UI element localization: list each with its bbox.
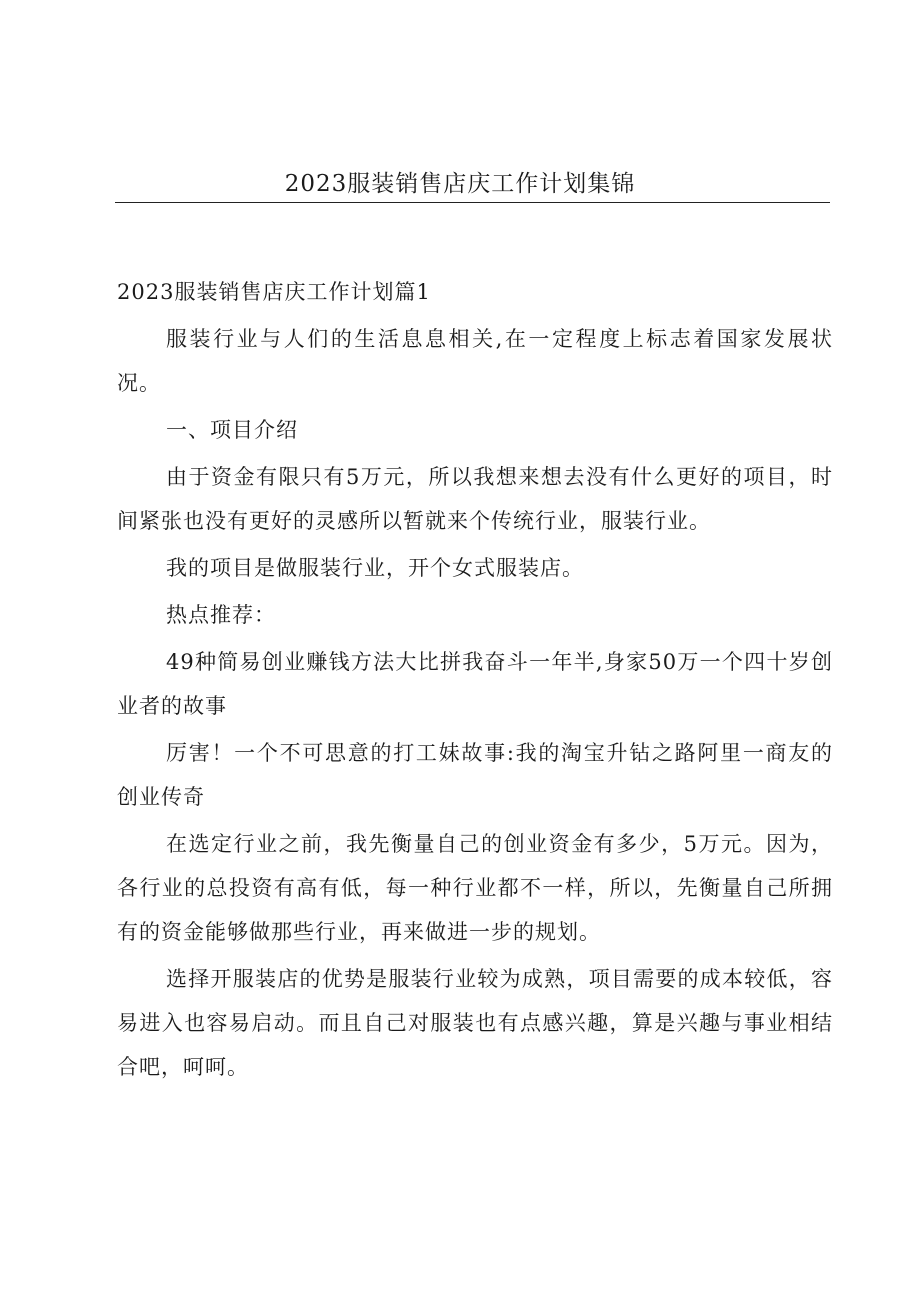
title-underline bbox=[115, 202, 830, 203]
paragraph-funding: 由于资金有限只有5万元，所以我想来想去没有什么更好的项目，时间紧张也没有更好的灵感所以暂就来个传统行业，服装行业。 bbox=[117, 465, 833, 533]
paragraph-recommend-1: 49种简易创业赚钱方法大比拼我奋斗一年半,身家50万一个四十岁创业者的故事 bbox=[117, 650, 833, 718]
document-body bbox=[117, 270, 833, 1089]
document-title: 2023服装销售店庆工作计划集锦 bbox=[284, 171, 636, 197]
section-heading: 2023服装销售店庆工作计划篇1 bbox=[117, 280, 431, 304]
paragraph-intro: 服装行业与人们的生活息息相关,在一定程度上标志着国家发展状况。 bbox=[117, 327, 833, 395]
paragraph-recommend-2: 厉害！一个不可思意的打工妹故事:我的淘宝升钻之路阿里一商友的创业传奇 bbox=[117, 741, 833, 809]
paragraph-project: 我的项目是做服装行业，开个女式服装店。 bbox=[166, 556, 584, 580]
paragraph-advantage: 选择开服装店的优势是服装行业较为成熟，项目需要的成本较低，容易进入也容易启动。而且自己对服装也有点感兴趣，算是兴趣与事业相结合吧，呵呵。 bbox=[117, 967, 833, 1079]
paragraph-hot-recommend: 热点推荐： bbox=[166, 603, 276, 627]
paragraph-project-heading: 一、项目介绍 bbox=[166, 418, 298, 442]
paragraph-capital: 在选定行业之前，我先衡量自己的创业资金有多少，5万元。因为，各行业的总投资有高有低，每一种行业都不一样，所以，先衡量自己所拥有的资金能够做那些行业，再来做进一步的规划。 bbox=[117, 832, 833, 944]
